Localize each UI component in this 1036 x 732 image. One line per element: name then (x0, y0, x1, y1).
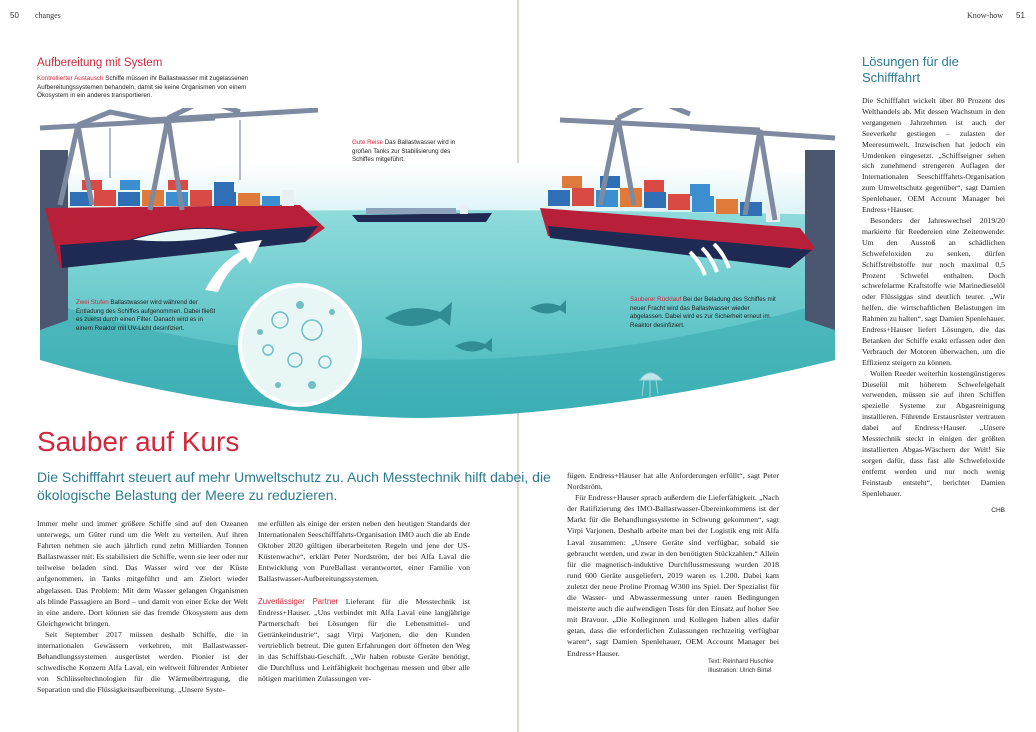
subheading: Zuverlässiger Partner (258, 596, 339, 606)
caption-body: Bei der Beladung des Schiffes mit neuer Fracht wird das Ballastwasser wieder abgelassen. Dabei wird es zur Sicherheit erneut im Reaktor desinfiziert. (630, 296, 776, 329)
sidebar-paragraph: Die Schifffahrt wickelt über 80 Prozent des Welthandels ab. Mit dessen Wachstum in den vergangenen Jahrzehnten ist auch der Seeverkehr gestiegen – zulasten der Meeresumwelt. Inzwischen hat jedoch ein Umdenken eingesetzt. „Schiffseigner sehen sich zunehmend strengeren Auflagen der Internationalen Seeschifffahrts-Organisation zum Umweltschutz gegenüber“, sagt Damien Spenlehauer, OEM Account Manager bei Endress+Hauser. (862, 96, 1005, 215)
sidebar-text (862, 96, 1005, 516)
caption-body: Das Ballastwasser wird in großen Tanks zur Stabilisierung des Schiffes mitgeführt. (352, 139, 456, 164)
caption-lead: Sauberer Rücklauf (630, 296, 682, 303)
quay-right (805, 150, 835, 330)
body-paragraph: Immer mehr und immer größere Schiffe sind auf den Ozeanen unterwegs, um Güter rund um die Welt zu verteilen. Auf ihren Fahrten nehmen sie auch jährlich rund zehn Milliarden Tonnen Ballastwasser mit: Es stabilisiert die Schiffe, wenn sie leer oder nur teilweise beladen sind. Das Wasser wird vor der Küste aufgenommen, in Tanks mitgeführt und am Zielort wieder abgelassen. Das Problem: Mit dem Wasser gelangen Organismen als blinde Passagiere an Bord – und damit von einer Ecke der Welt in eine andere. Dort können sie das fremde Ökosystem aus dem Gleichgewicht bringen. (37, 519, 248, 628)
intro-body: Schiffe müssen ihr Ballastwasser mit zugelassenen Aufbereitungssystemen behandeln, damit sie keine Organismen von einem Ökosystem in ein anderes transportieren. (37, 75, 249, 100)
author-signature: CHB (991, 506, 1005, 514)
sidebar-paragraph: Wollen Reeder weiterhin kostengünstigeres Dieselöl mit höherem Schwefelgehalt verwenden, müssen sie auf ihren Schiffen spezielle Systeme zur Abgasreinigung installieren. Führende Erstausrüster vertrauen dabei auf Endress+Hauser. „Unsere Messtechnik steckt in einigen der größten installierten Abgas-Wäschern der Welt! Sie sorgen dafür, dass fast alle Schwefeloxide entfernt werden und nur noch wenig Feinstaub entsteht“, berichtet Damien Spenlehauer. (862, 368, 1005, 498)
body-paragraph: Für Endress+Hauser sprach außerdem die Lieferfähigkeit. „Nach der Ratifizierung des IMO-Ballastwasser-Übereinkommens ist der Markt für die Behandlungssysteme in Schwung gekommen“, sagt Virpi Varjonen. Deshalb arbeite man bei der Logistik eng mit Alfa Laval zusammen: „Unsere Geräte sind verfügbar, sobald sie gebraucht werden, und zwar in den benötigten Stückzahlen.“ Allein für die magnetisch-induktive Durchflussmessung wurden 2018 rund 600 Geräte ausgeliefert, 2019 waren es 1.200. Dabei kam zuletzt der neue Proline Promag W300 ins Spiel. Der Spezialist für die Wasser- und Abwassermessung unter rauen Bedingungen meisterte auch die aufwendigen Tests für den Einsatz auf hoher See mit Bravour. „Die Kolleginnen und Kollegen haben alles dafür getan, dass die erforderlichen Zulassungen rechtzeitig verfügbar waren“, sagt Damien Spenlehauer, OEM Account Manager bei Endress+Hauser. (567, 493, 779, 658)
sidebar-paragraph: Besonders der Jahreswechsel 2019/20 markierte für Reedereien eine Zeitenwende: Um den Ausstoß an schädlichen Schwefeloxiden zu senken, dürfen Schiffstreibstoffe nur noch maximal 0,5 Prozent Schwefel enthalten. Doch schwefelarme Kraftstoffe wie Marinedieselöl oder Flüssiggas sind deutlich teurer. „Wir helfen, die wirtschaftlichen Belastungen im Rahmen zu halten“, sagt Damien Spenlehauer. Endress+Hauser liefert Lösungen, die das Betanken der Schiffe exakt erfassen oder den Verbrauch der Motoren überwachen, um die Effizienz steigern zu können. (862, 215, 1005, 367)
article-headline: Sauber auf Kurs (37, 426, 240, 457)
credits (708, 657, 774, 675)
sidebar-title: Lösungen für die Schifffahrt (862, 54, 959, 85)
caption-zwei-stufen (76, 299, 216, 333)
body-paragraph: me erfüllen als einige der ersten neben den heutigen Standards der Internationalen Seeschifffahrts-Organisation IMO auch die ab Ende Oktober 2020 gültigen überarbeiteten Regeln und jene der US-Küstenwache“, erklärt Peter Nordström, der bei Alfa Laval die Entwicklung von PureBallast verantwortet, einer Familie von Ballastwasser-Aufbereitungssystemen. (258, 519, 470, 584)
intro-lead: Kontrollierter Austausch (37, 75, 104, 82)
page-number-left: 50 (10, 11, 19, 20)
page-number-right: 51 (1016, 11, 1025, 20)
intro-text (37, 75, 277, 101)
body-column-3 (567, 470, 779, 659)
caption-gute-reise (352, 139, 462, 165)
caption-sauberer-ruecklauf (630, 296, 778, 330)
microscope-lens-icon (240, 285, 360, 405)
caption-lead: Zwei Stufen (76, 299, 109, 306)
section-label-left: changes (35, 11, 61, 20)
text-credit: Text: Reinhard Huschke (708, 658, 774, 665)
body-paragraph: fügen. Endress+Hauser hat alle Anforderungen erfüllt“, sagt Peter Nordström. (567, 471, 779, 492)
illustration-credit: Illustration: Ulrich Birtel (708, 667, 772, 674)
caption-lead: Gute Reise (352, 139, 383, 146)
body-paragraph: Zuverlässiger Partner Lieferant für die Messtechnik ist Endress+Hauser. „Uns verbindet mit Alfa Laval eine langjährige Partnerschaft bei Lösungen für die Lebensmittel- und Getränkeindustrie“, sagt Virpi Varjonen, die den Kunden vertrieblich betreut. Die guten Erfahrungen dort öffneten den Weg in das Schiffsbau-Geschäft. „Wir haben robuste Geräte benötigt, die Durchfluss und Leitfähigkeit hochgenau messen und über alle nötigen maritimen Zulassungen ver- (258, 596, 470, 684)
body-paragraph: Seit September 2017 müssen deshalb Schiffe, die in internationalen Gewässern verkehren, mit Ballastwasser-Behandlungssystemen ausgerüstet werden. Pionier ist der schwedische Konzern Alfa Laval, ein weltweit führender Anbieter von Schlüsseltechnologien für die Wärmeübertragung, die Separation und die Flüssigkeitsaufbereitung. „Unsere Syste- (37, 629, 248, 695)
article-deck: Die Schifffahrt steuert auf mehr Umweltschutz zu. Auch Messtechnik hilft dabei, die ökologische Belastung der Meere zu reduzieren. (37, 469, 551, 503)
section-title: Aufbereitung mit System (37, 57, 163, 69)
body-column-2 (258, 518, 470, 684)
body-column-1 (37, 518, 248, 696)
caption-body: Ballastwasser wird während der Entladung des Schiffes aufgenommen. Dabei fließt es zuerst durch einen Filter. Danach wird es in einem Reaktor mit UV-Licht desinfiziert. (76, 299, 216, 332)
section-label-right: Know-how (967, 11, 1003, 20)
